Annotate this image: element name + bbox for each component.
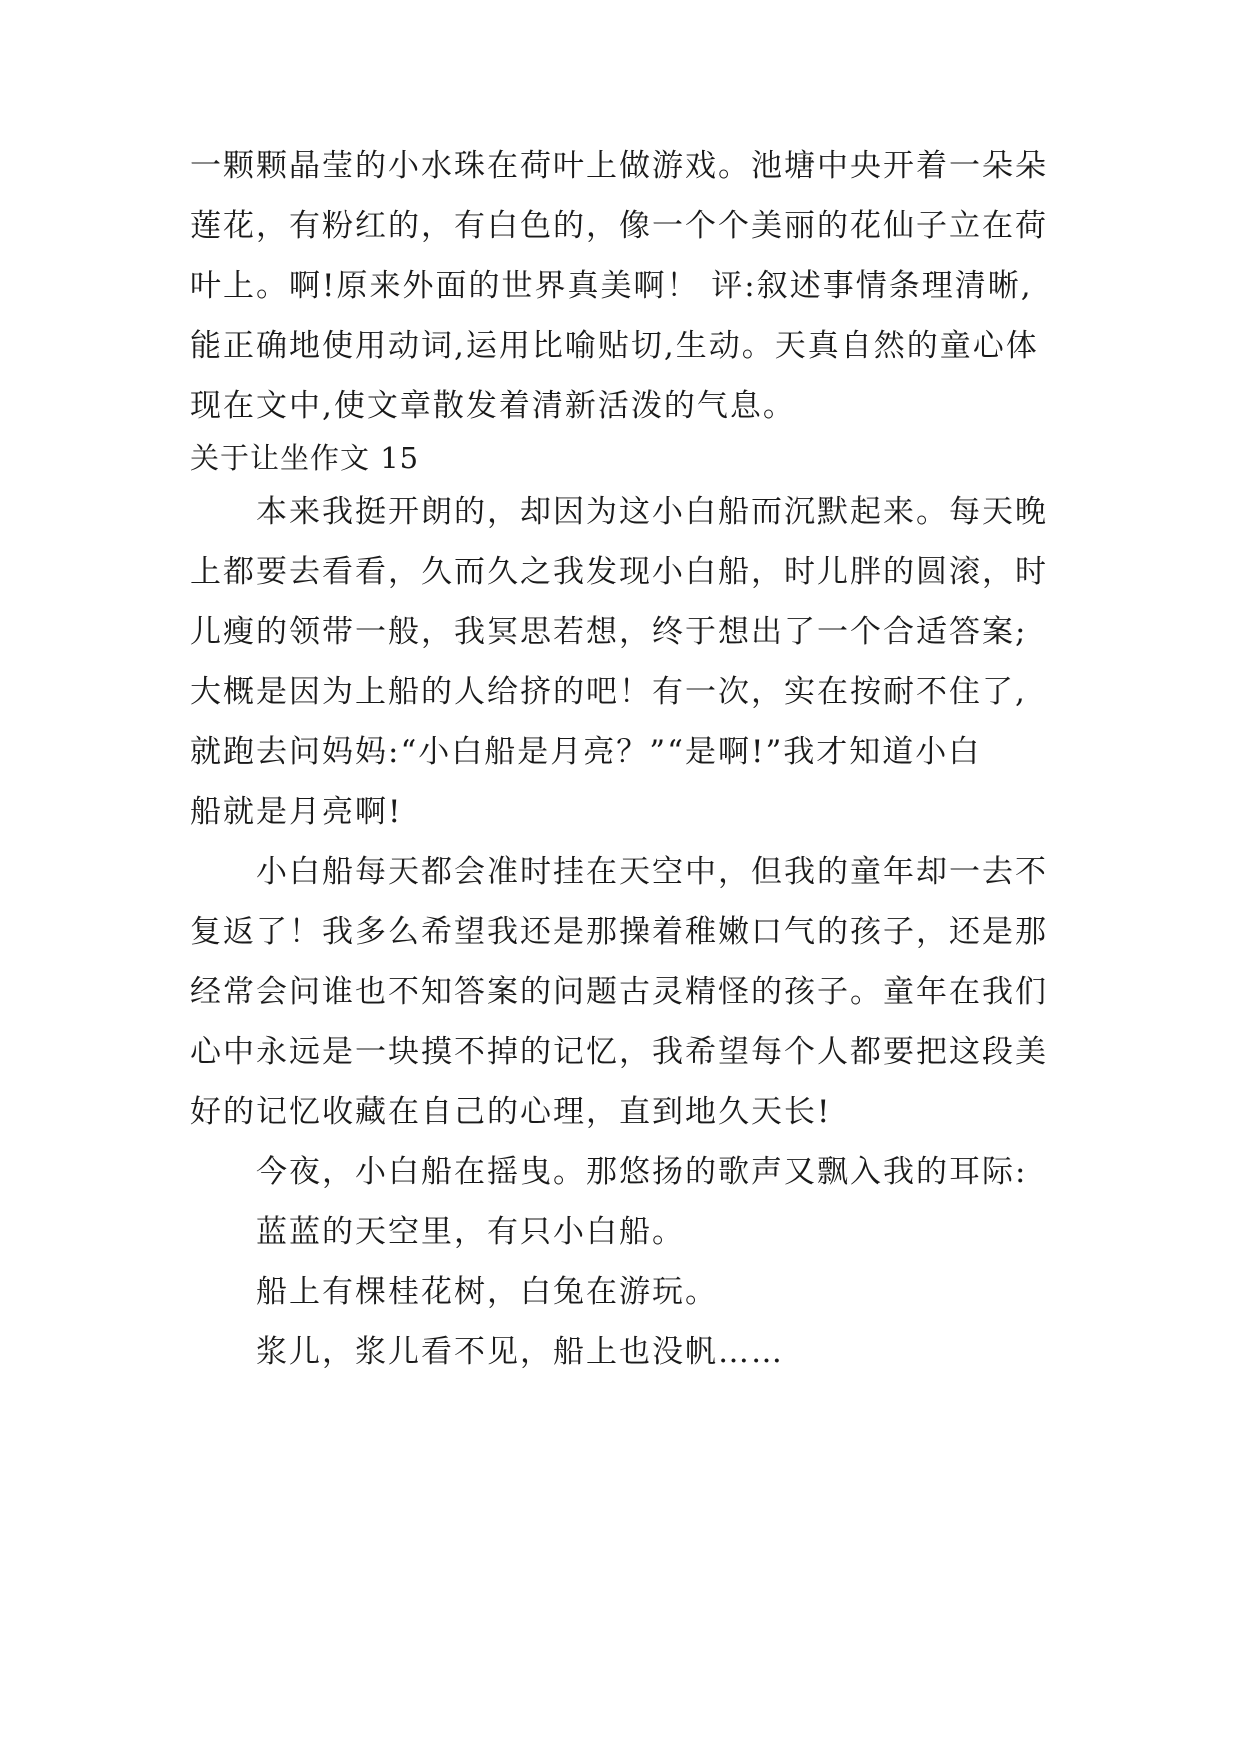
poem-line-2: 船上有棵桂花树，白兔在游玩。 xyxy=(256,1274,718,1310)
paragraph-2-line-3: 儿瘦的领带一般，我冥思若想，终于想出了一个合适答案; xyxy=(190,614,1028,650)
paragraph-3-line-5: 好的记忆收藏在自己的心理，直到地久天长! xyxy=(190,1094,832,1130)
paragraph-1-line-1: 一颗颗晶莹的小水珠在荷叶上做游戏。池塘中央开着一朵朵 xyxy=(190,148,1048,184)
poem-line-3: 浆儿，浆儿看不见，船上也没帆…… xyxy=(256,1334,784,1370)
paragraph-1-line-5: 现在文中,使文章散发着清新活泼的气息。 xyxy=(190,388,796,424)
paragraph-2-line-6: 船就是月亮啊! xyxy=(190,794,403,830)
paragraph-1-line-4: 能正确地使用动词,运用比喻贴切,生动。天真自然的童心体 xyxy=(190,328,1039,364)
paragraph-2-line-1: 本来我挺开朗的，却因为这小白船而沉默起来。每天晚 xyxy=(256,494,1048,530)
poem-line-1: 蓝蓝的天空里，有只小白船。 xyxy=(256,1214,685,1250)
paragraph-2-line-4: 大概是因为上船的人给挤的吧！有一次，实在按耐不住了, xyxy=(190,674,1027,710)
paragraph-2-line-5: 就跑去问妈妈:“小白船是月亮？”“是啊!”我才知道小白 xyxy=(190,734,982,770)
paragraph-2-line-2: 上都要去看看，久而久之我发现小白船，时儿胖的圆滚，时 xyxy=(190,554,1048,590)
paragraph-3-line-4: 心中永远是一块摸不掉的记忆，我希望每个人都要把这段美 xyxy=(190,1034,1048,1070)
paragraph-3-line-1: 小白船每天都会准时挂在天空中，但我的童年却一去不 xyxy=(256,854,1048,890)
paragraph-1-line-2: 莲花，有粉红的，有白色的，像一个个美丽的花仙子立在荷 xyxy=(190,208,1048,244)
paragraph-3-line-3: 经常会问谁也不知答案的问题古灵精怪的孩子。童年在我们 xyxy=(190,974,1048,1010)
section-heading: 关于让坐作文 15 xyxy=(190,441,420,475)
paragraph-3-line-2: 复返了！我多么希望我还是那操着稚嫩口气的孩子，还是那 xyxy=(190,914,1048,950)
paragraph-4-line-1: 今夜，小白船在摇曳。那悠扬的歌声又飘入我的耳际: xyxy=(256,1154,1028,1190)
paragraph-1-line-3: 叶上。啊!原来外面的世界真美啊！ 评:叙述事情条理清晰, xyxy=(190,268,1033,304)
